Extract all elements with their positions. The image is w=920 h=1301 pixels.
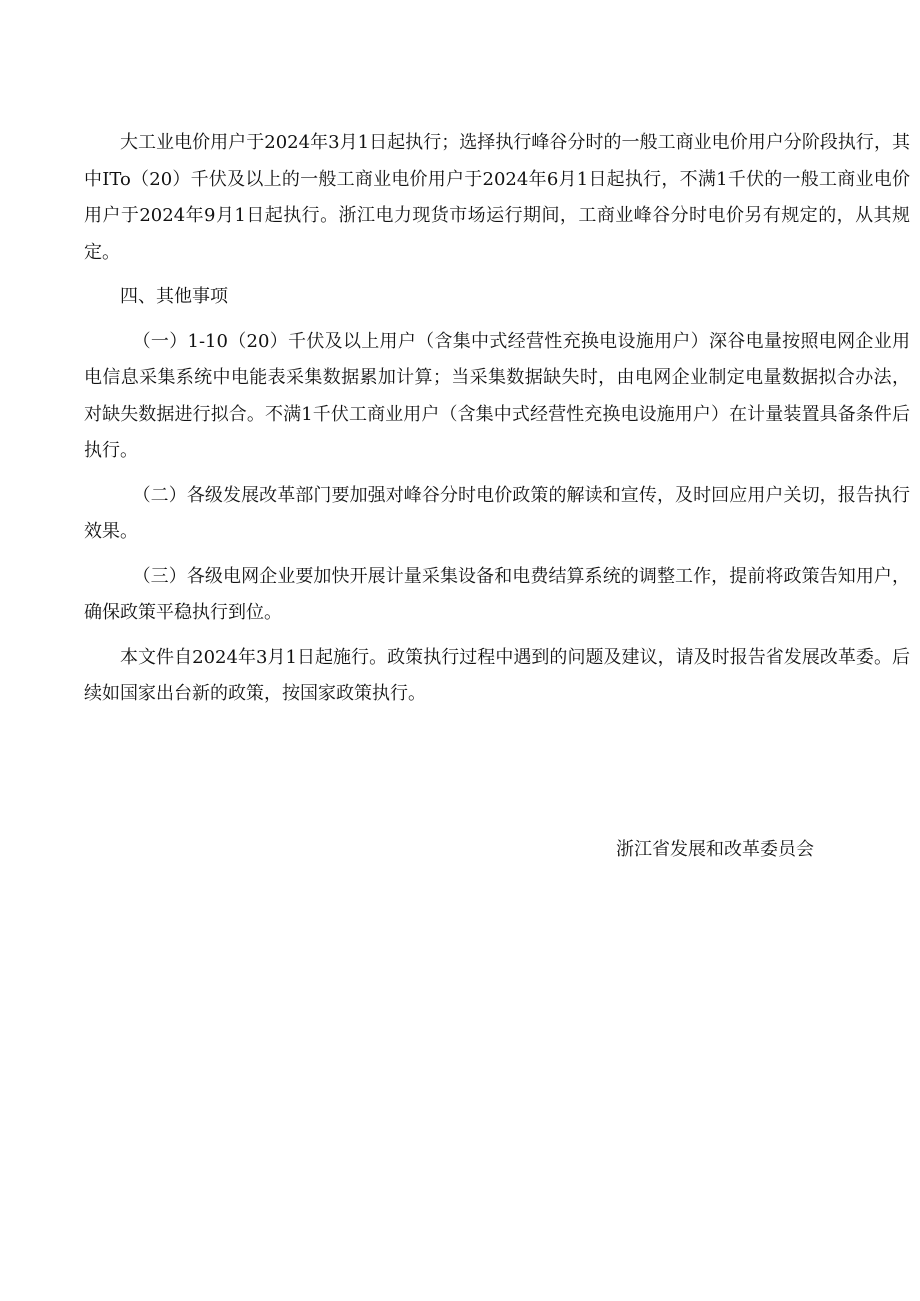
paragraph-gap (84, 316, 910, 324)
paragraph-effective-date: 本文件自2024年3月1日起施行。政策执行过程中遇到的问题及建议，请及时报告省发展改革委。后续如国家出台新的政策，按国家政策执行。 (84, 646, 910, 704)
paragraph-item-three: （三）各级电网企业要加快开展计量采集设备和电费结算系统的调整工作，提前将政策告知用户，确保政策平稳执行到位。 (84, 565, 910, 623)
paragraph-item-two: （二）各级发展改革部门要加强对峰谷分时电价政策的解读和宣传，及时回应用户关切，报告执行效果。 (84, 484, 910, 542)
paragraph-gap (84, 551, 910, 559)
paragraph-gap (84, 632, 910, 640)
paragraph-peak-valley-implementation: 大工业电价用户于2024年3月1日起执行；选择执行峰谷分时的一般工商业电价用户分阶段执行，其中ITo（20）千伏及以上的一般工商业电价用户于2024年6月1日起执行，不满1千伏的一般工商业电价用户于2024年9月1日起执行。浙江电力现货市场运行期间，工商业峰谷分时电价另有规定的，从其规定。 (84, 132, 910, 263)
paragraph-gap (84, 470, 910, 478)
document-body (84, 125, 910, 713)
issuer-signature: 浙江省发展和改革委员会 (616, 839, 814, 860)
paragraph-item-one: （一）1-10（20）千伏及以上用户（含集中式经营性充换电设施用户）深谷电量按照电网企业用电信息采集系统中电能表采集数据累加计算；当采集数据缺失时，由电网企业制定电量数据拟合办法，对缺失数据进行拟合。不满1千伏工商业用户（含集中式经营性充换电设施用户）在计量装置具备条件后执行。 (84, 330, 910, 461)
paragraph-gap (84, 271, 910, 279)
section-heading-other-matters: 四、其他事项 (120, 286, 228, 307)
